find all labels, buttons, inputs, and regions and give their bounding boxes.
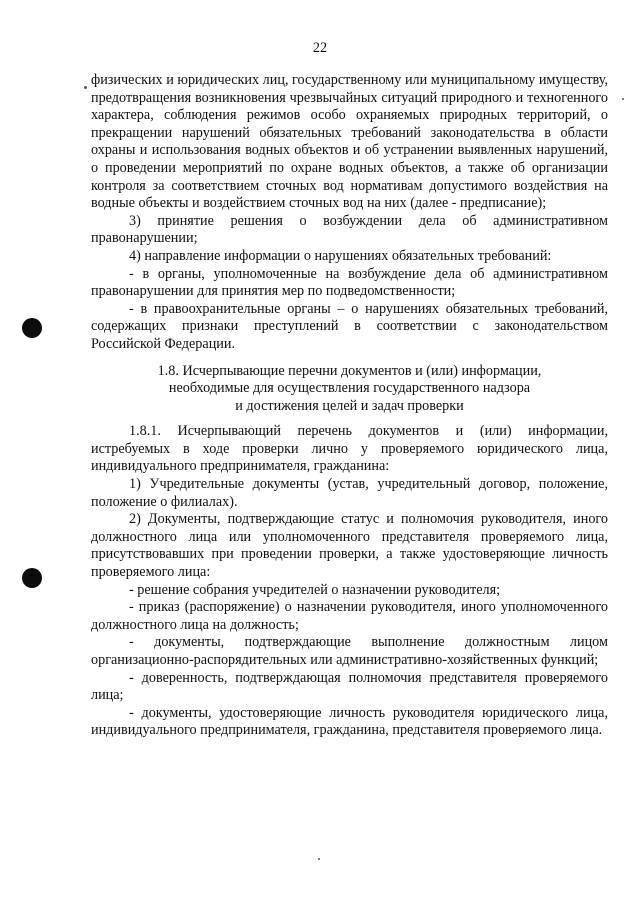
- list-item: - доверенность, подтверждающая полномочия представителя проверяемого лица;: [91, 669, 608, 704]
- scan-speck: [622, 98, 624, 100]
- list-item: - в правоохранительные органы – о нарушениях обязательных требований, содержащих признаки преступлений в соответствии с законодательством Российской Федерации.: [91, 300, 608, 352]
- list-item: 2) Документы, подтверждающие статус и полномочия руководителя, иного должностного лица или уполномоченного представителя проверяемого лица, присутствовавших при проведении проверки, а также удостоверяющие личность проверяемого лица:: [91, 511, 608, 581]
- paragraph: 3) принятие решения о возбуждении дела об административном правонарушении;: [91, 212, 608, 247]
- list-item: - документы, удостоверяющие личность руководителя юридического лица, индивидуального предпринимателя, гражданина, представителя проверяемого лица.: [91, 704, 608, 739]
- paragraph: 1.8.1. Исчерпывающий перечень документов и (или) информации, истребуемых в ходе проверки лично у проверяемого юридического лица, индивидуального предпринимателя, гражданина:: [91, 423, 608, 475]
- heading-line: 1.8. Исчерпывающие перечни документов и (или) информации,: [157, 362, 542, 379]
- list-item: 1) Учредительные документы (устав, учредительный договор, положение, положение о филиалах).: [91, 476, 608, 510]
- list-item: - приказ (распоряжение) о назначении руководителя, иного уполномоченного должностного лица на должность;: [91, 599, 608, 633]
- paragraph: 4) направление информации о нарушениях обязательных требований:: [129, 247, 552, 264]
- section-heading: [91, 363, 608, 416]
- punch-hole: [22, 318, 42, 338]
- scan-speck: [318, 858, 320, 860]
- paragraph: физических и юридических лиц, государственному или муниципальному имуществу, предотвращения возникновения чрезвычайных ситуаций природного и техногенного характера, соблюдения режимов особо охраняемых природных территорий, о прекращении нарушений обязательных требований законодательства в области охраны и использования водных объектов и об устранении выявленных нарушений, о проведении мероприятий по охране водных объектов, а также об организации контроля за соответствием сточных вод нормативам допустимого воздействия на водные объекты и воздействием сточных вод на них (далее - предписание);: [91, 72, 608, 212]
- list-item: - документы, подтверждающие выполнение должностным лицом организационно-распорядительных или административно-хозяйственных функций;: [91, 634, 608, 668]
- scan-speck: [84, 86, 87, 89]
- list-item: - в органы, уполномоченные на возбуждение дела об административном правонарушении для принятия мер по подведомственности;: [91, 265, 608, 300]
- punch-hole: [22, 568, 42, 588]
- document-body: [91, 72, 608, 740]
- heading-line: необходимые для осуществления государственного надзора: [168, 380, 531, 397]
- heading-line: и достижения целей и задач проверки: [235, 397, 464, 414]
- list-item: - решение собрания учредителей о назначении руководителя;: [129, 581, 501, 598]
- page-number: 22: [312, 40, 328, 56]
